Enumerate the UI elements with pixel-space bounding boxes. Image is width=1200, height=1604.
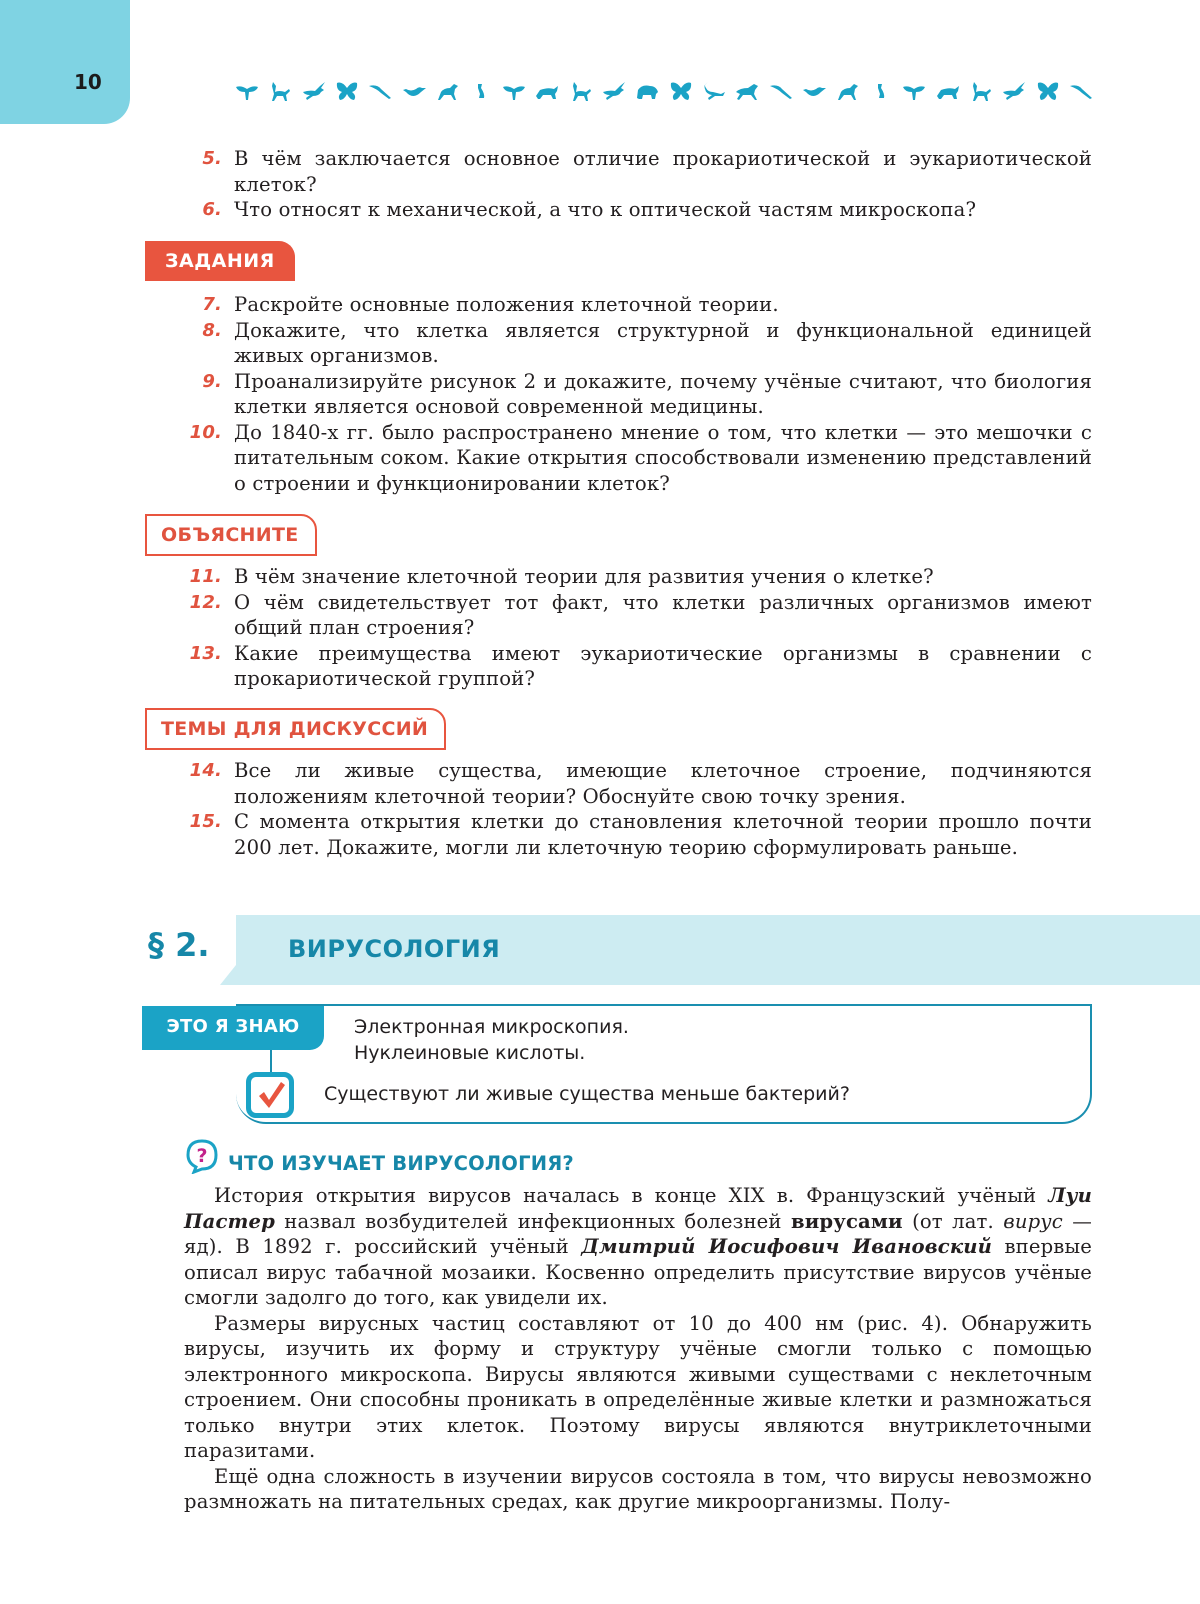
question-item <box>180 590 1092 641</box>
svg-text:?: ? <box>196 1145 208 1167</box>
question-text: Какие преимущества имеют эукариотические организмы в сравнении с прокариотической группой? <box>234 641 1092 690</box>
dolphin-icon <box>801 80 827 102</box>
bird-standing-icon <box>868 80 894 102</box>
paragraph: Размеры вирусных частиц составляют от 10 до 400 нм (рис. 4). Обнаружить вирусы, изучить их форму и структуру учёные смогли только с помощью электронного микроскопа. Вирусы являются живыми существами с неклеточным строением. Они способны проникать в определённые живые клетки и размножаться только внутри этих клеток. Поэтому вирусы являются внутриклеточными паразитами. <box>184 1311 1092 1462</box>
question-text: До 1840-х гг. было распространено мнение о том, что клетки — это мешочки с питательным соком. Какие открытия способствовали изменению представлений о строении и функционировании клеток? <box>234 420 1092 495</box>
dolphin-icon <box>401 80 427 102</box>
question-number: 13. <box>189 642 222 664</box>
question-number: 10. <box>189 421 222 443</box>
bull-icon <box>534 80 560 102</box>
paragraph: Ещё одна сложность в изучении вирусов состояла в том, что вирусы невозможно размножать на питательных средах, как другие микроорганизмы. Полу- <box>184 1464 1092 1513</box>
question-text: Раскройте основные положения клеточной теории. <box>234 293 779 316</box>
cat-icon <box>568 80 594 102</box>
butterfly-icon <box>668 80 694 102</box>
scorpion-icon <box>701 80 727 102</box>
moth-icon <box>901 80 927 102</box>
horse-icon <box>734 80 760 102</box>
question-item <box>180 292 1092 318</box>
explain-list <box>180 564 1092 692</box>
question-number: 11. <box>189 566 222 587</box>
person-name: Дмитрий Иосифович Ивановский <box>581 1235 993 1258</box>
question-number: 6. <box>202 199 222 220</box>
question-number: 5. <box>202 148 222 169</box>
page-number-tab <box>0 0 130 124</box>
bird-standing-icon <box>468 80 494 102</box>
discussion-list <box>180 758 1092 860</box>
butterfly-icon <box>334 80 360 102</box>
antelope-icon <box>601 80 627 102</box>
prior-knowledge-items <box>354 1014 629 1066</box>
question-text: С момента открытия клетки до становления клеточной теории прошло почти 200 лет. Докажите, могли ли клеточную теорию сформулировать раньше. <box>234 810 1092 859</box>
question-number: 12. <box>189 591 222 613</box>
question-number: 14. <box>189 760 222 781</box>
bull-icon <box>935 80 961 102</box>
question-number: 9. <box>202 370 222 392</box>
section-number: § 2. <box>148 926 210 964</box>
question-number: 15. <box>189 811 222 832</box>
prior-knowledge-label: ЭТО Я ЗНАЮ <box>142 1006 324 1050</box>
question-item <box>180 641 1092 692</box>
question-text: Проанализируйте рисунок 2 и докажите, почему учёные считают, что биология клетки является основой современной медицины. <box>234 369 1092 418</box>
tasks-label: ЗАДАНИЯ <box>145 241 295 281</box>
question-bubble-icon <box>184 1138 220 1174</box>
question-text: Что относят к механической, а что к оптической частям микроскопа? <box>234 198 977 221</box>
question-number: 7. <box>202 294 222 315</box>
key-term: вирусами <box>790 1209 903 1233</box>
bird-icon <box>768 80 794 102</box>
bison-icon <box>634 80 660 102</box>
lead-question: Существуют ли живые существа меньше бактерий? <box>324 1083 850 1105</box>
page-number: 10 <box>74 70 102 94</box>
paragraph: История открытия вирусов началась в конце XIX в. Французский учёный Луи Пастер назвал возбудителей инфекционных болезней вирусами (от лат. вирус — яд). В 1892 г. российский учёный Дмитрий Иосифович Ивановский впервые описал вирус табачной мозаики. Косвенно определить присутствие вирусов учёные смогли задолго до того, как увидели их. <box>184 1184 1092 1309</box>
question-item <box>180 146 1092 197</box>
question-item <box>180 318 1092 369</box>
review-questions <box>180 146 1092 223</box>
antelope-icon <box>1001 80 1027 102</box>
question-item <box>180 758 1092 809</box>
question-item <box>180 564 1092 590</box>
checkmark-icon <box>246 1072 294 1118</box>
antelope-icon <box>301 80 327 102</box>
bird-icon <box>1068 80 1094 102</box>
discussion-label: ТЕМЫ ДЛЯ ДИСКУССИЙ <box>145 708 446 750</box>
question-item <box>180 369 1092 420</box>
butterfly-icon <box>1035 80 1061 102</box>
question-item <box>180 809 1092 860</box>
question-text: Все ли живые существа, имеющие клеточное строение, подчиняются положениям клеточной теории? Обоснуйте свою точку зрения. <box>234 759 1092 808</box>
question-text: В чём значение клеточной теории для развития учения о клетке? <box>234 565 934 588</box>
cat-icon <box>267 80 293 102</box>
question-text: Докажите, что клетка является структурной и функциональной единицей живых организмов. <box>234 318 1092 367</box>
moth-icon <box>234 80 260 102</box>
moth-icon <box>501 80 527 102</box>
prior-knowledge-item: Электронная микроскопия. <box>354 1016 629 1038</box>
tasks-list <box>180 292 1092 496</box>
latin-term: вирус <box>1003 1209 1063 1233</box>
section-header-slant <box>220 965 236 985</box>
bird-icon <box>367 80 393 102</box>
question-text: В чём заключается основное отличие прокариотической и эукариотической клеток? <box>234 147 1092 196</box>
explain-label: ОБЪЯСНИТЕ <box>145 514 317 556</box>
question-number: 8. <box>202 319 222 341</box>
cat-icon <box>968 80 994 102</box>
prior-knowledge-item: Нуклеиновые кислоты. <box>354 1042 586 1064</box>
question-item <box>180 420 1092 497</box>
subsection-title: ЧТО ИЗУЧАЕТ ВИРУСОЛОГИЯ? <box>228 1152 574 1175</box>
moose-icon <box>434 80 460 102</box>
question-text: О чём свидетельствует тот факт, что клетки различных организмов имеют общий план строения? <box>234 590 1092 639</box>
body-text <box>184 1183 1092 1515</box>
animal-silhouette-strip <box>234 76 1094 106</box>
question-item <box>180 197 1092 223</box>
section-title: ВИРУСОЛОГИЯ <box>288 935 501 963</box>
moose-icon <box>834 80 860 102</box>
connector-line <box>270 1050 272 1072</box>
person-name: Луи Пастер <box>184 1184 1092 1233</box>
